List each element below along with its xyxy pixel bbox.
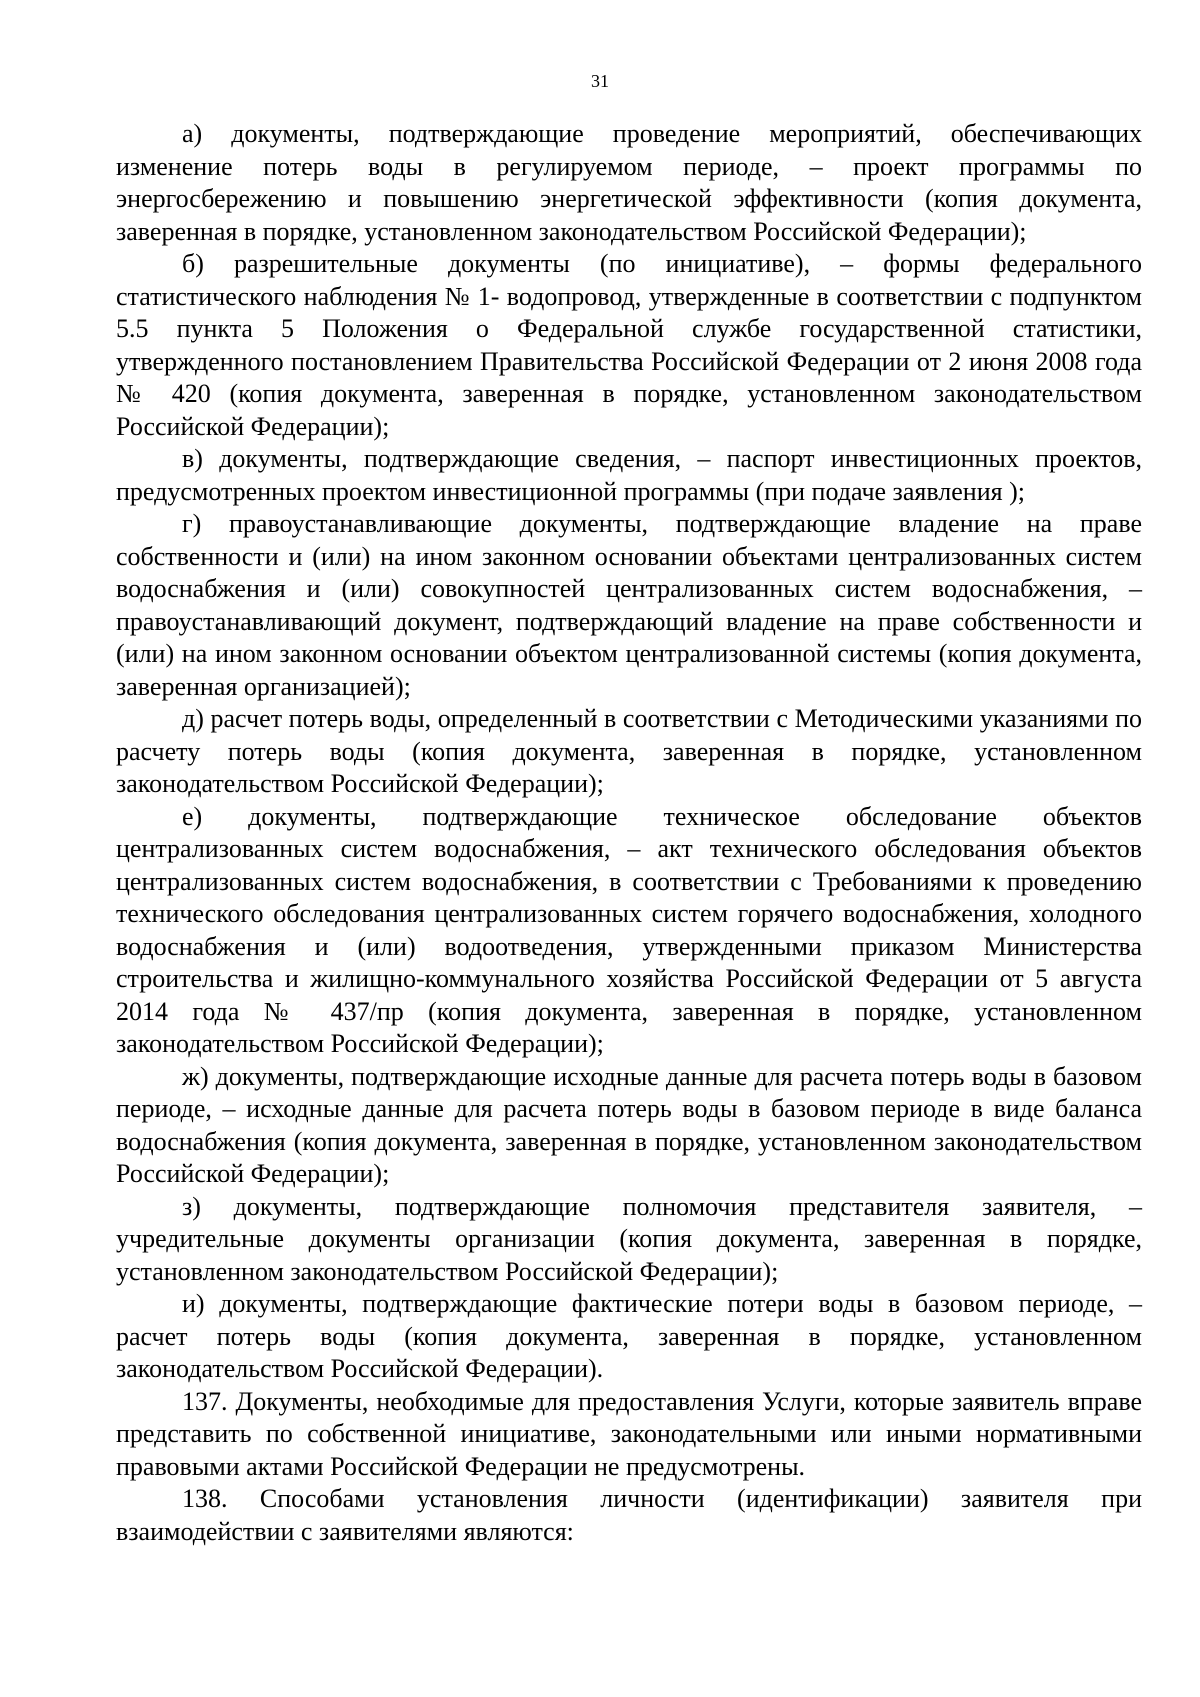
paragraph-a: а) документы, подтверждающие проведение мероприятий, обеспечивающих изменение потерь воды в регулируемом периоде, – проект программы по энергосбережению и повышению энергетической эффективности (копия документа, заверенная в порядке, установленном законодательством Российской Федерации); bbox=[116, 119, 1142, 246]
paragraph-b: б) разрешительные документы (по инициативе), – формы федерального статистического наблюдения № 1- водопровод, утвержденные в соответствии с подпунктом 5.5 пункта 5 Положения о Федеральной службе государственной статистики, утвержденного постановлением Правительства Российской Федерации от 2 июня 2008 года № 420 (копия документа, заверенная в порядке, установленном законодательством Российской Федерации); bbox=[116, 249, 1142, 441]
document-body bbox=[116, 118, 1142, 1548]
paragraph-e: е) документы, подтверждающие техническое обследование объектов централизованных систем водоснабжения, – акт технического обследования объектов централизованных систем водоснабжения, в соответствии с Требованиями к проведению технического обследования централизованных систем горячего водоснабжения, холодного водоснабжения и (или) водоотведения, утвержденными приказом Министерства строительства и жилищно-коммунального хозяйства Российской Федерации от 5 августа 2014 года № 437/пр (копия документа, заверенная в порядке, установленном законодательством Российской Федерации); bbox=[116, 801, 1142, 1058]
paragraph-z: з) документы, подтверждающие полномочия представителя заявителя, – учредительные документы организации (копия документа, заверенная в порядке, установленном законодательством Российской Федерации); bbox=[116, 1191, 1142, 1286]
paragraph-i: и) документы, подтверждающие фактические потери воды в базовом периоде, – расчет потерь воды (копия документа, заверенная в порядке, установленном законодательством Российской Федерации). bbox=[116, 1289, 1142, 1383]
paragraph-v: в) документы, подтверждающие сведения, – паспорт инвестиционных проектов, предусмотренных проектом инвестиционной программы (при подаче заявления ); bbox=[116, 444, 1142, 506]
paragraph-d: д) расчет потерь воды, определенный в соответствии с Методическими указаниями по расчету потерь воды (копия документа, заверенная в порядке, установленном законодательством Российской Федерации); bbox=[116, 704, 1142, 798]
paragraph-g: г) правоустанавливающие документы, подтверждающие владение на праве собственности и (или) на ином законном основании объектами централизованных систем водоснабжения и (или) совокупностей централизованных систем водоснабжения, – правоустанавливающий документ, подтверждающий владение на праве собственности и (или) на ином законном основании объектом централизованной системы (копия документа, заверенная организацией); bbox=[116, 509, 1142, 701]
paragraph-zh: ж) документы, подтверждающие исходные данные для расчета потерь воды в базовом периоде, – исходные данные для расчета потерь воды в базовом периоде в виде баланса водоснабжения (копия документа, заверенная в порядке, установленном законодательством Российской Федерации); bbox=[116, 1061, 1142, 1188]
page-number: 31 bbox=[591, 71, 609, 91]
paragraph-138: 138. Способами установления личности (идентификации) заявителя при взаимодействии с заявителями являются: bbox=[116, 1484, 1142, 1546]
paragraph-137: 137. Документы, необходимые для предоставления Услуги, которые заявитель вправе представить по собственной инициативе, законодательными или иными нормативными правовыми актами Российской Федерации не предусмотрены. bbox=[116, 1386, 1142, 1481]
